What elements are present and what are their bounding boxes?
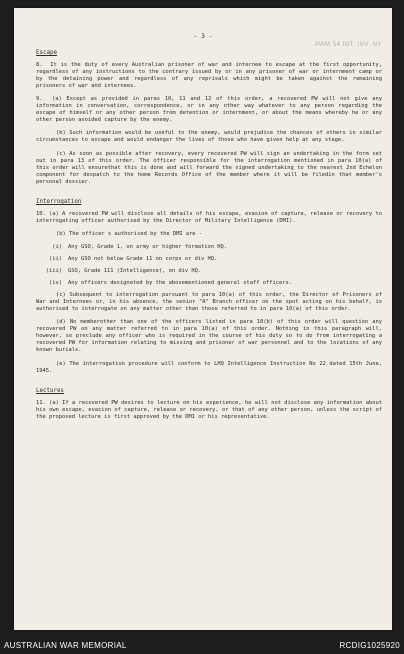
section-heading: Escape <box>36 50 57 56</box>
section-lectures <box>36 387 386 421</box>
paragraph: (e) The interrogation procedure will conform to LHQ Intelligence Instruction No 22 dated 15th June, 1945. <box>36 360 386 374</box>
item-text: Any GSO not below Grade 11 on corps or div HQ. <box>68 255 218 262</box>
section-escape <box>36 50 386 186</box>
paragraph: (c) As soon as possible after recovery, every recovered PW will sign an undertaking in the form set out in para 13 of this order. The officer responsible for the interrogation mentioned in para 10(a) of this order will ensurethat this is done and will forward the signed undertaking to the nearest 2nd Echelon component for despatch to the home Records Office of the member where it will be filedin that member's personal dossier. <box>36 150 386 185</box>
item-text: Any GSO, Grade 1, on army or higher formation HQ. <box>68 243 228 250</box>
officer-item <box>36 268 382 275</box>
paragraph: (b) Such information would be useful to the enemy, would prejudice the chances of others in similar circumstances to escape and would endanger the lives of those who have given help at any stage. <box>36 130 386 144</box>
item-number: (ii) <box>49 255 62 262</box>
paragraph: 9. (a) Except as provided in paras 10, 11 and 12 of this order, a recovered PW will not give any information in conversation, correspondence, or in any other way whatever to any person regarding the escape of himself or any other person from detention or internment, or about the means whereby he or any other person avoided capture by the enemy. <box>36 96 386 124</box>
officer-item <box>36 244 382 251</box>
section-heading: Interrogation <box>36 198 82 205</box>
paragraph: 10. (a) A recovered PW will disclose all details of his escape, evasion of capture, release or recovery to interrogating officer authorised by the Director of Military Intelligence (DMI). <box>36 210 386 224</box>
section-interrogation <box>36 198 386 375</box>
archive-stamp: AWM 54 INT. INV. NY <box>314 42 382 48</box>
document-page <box>14 8 392 630</box>
archive-footer <box>0 638 404 654</box>
item-text: Any officers designated by the abovementioned general staff officers. <box>68 280 292 287</box>
item-number: (iii) <box>45 268 62 275</box>
officer-item <box>36 256 382 263</box>
paragraph: (c) Subsequent to interrogation pursuant to para 10(a) of this order, the Director of Prisoners of War and Internees or, in his absence, the senior "A" Branch officer on the spot acting on his behalf, is authorised to interrogate on any matter other than those referred to in para 10(a) of this order. <box>36 292 386 313</box>
document-body <box>36 50 386 427</box>
item-text: GSO, Grade 111 (Intelligence), on div HQ. <box>68 268 202 275</box>
paragraph: (d) No memberother than one of the officers listed in para 10(b) of this order will question any recovered PW on any matter referred to in para 10(a) of this order. Nothing in this paragraph will, however, so preclude any officer who is required in the course of his duty so to do from interrogating a recovered PW for information relating to missing and prisoner of war personnel and to the locations of any known burials. <box>36 319 386 354</box>
footer-institution: AUSTRALIAN WAR MEMORIAL <box>4 641 127 650</box>
item-number: (i) <box>52 243 62 250</box>
footer-record-id: RCDIG1025920 <box>339 641 400 650</box>
paragraph: 11. (a) If a recovered PW desires to lecture on his experience, he will not disclose any information about his own escape, evasion of capture, release or recovery, or that of any other person, unless the script of the proposed lecture is first approved by the DMI or his representative. <box>36 399 386 420</box>
paragraph: 8. It is the duty of every Australian prisoner of war and internee to escape at the first opportunity, regardless of any instructions to the contrary issued by or in any prisoner of war or internment camp or by the detaining power and regardless of any reprisals which might be taken against the remaining prisoners of war and internees. <box>36 62 386 90</box>
officer-item <box>36 280 382 287</box>
section-heading: Lectures <box>36 387 64 394</box>
paragraph: (b) The officer s authorised by the DMI are - <box>56 230 203 237</box>
item-number: (iv) <box>49 280 62 287</box>
page-number: - 3 - <box>193 33 213 40</box>
